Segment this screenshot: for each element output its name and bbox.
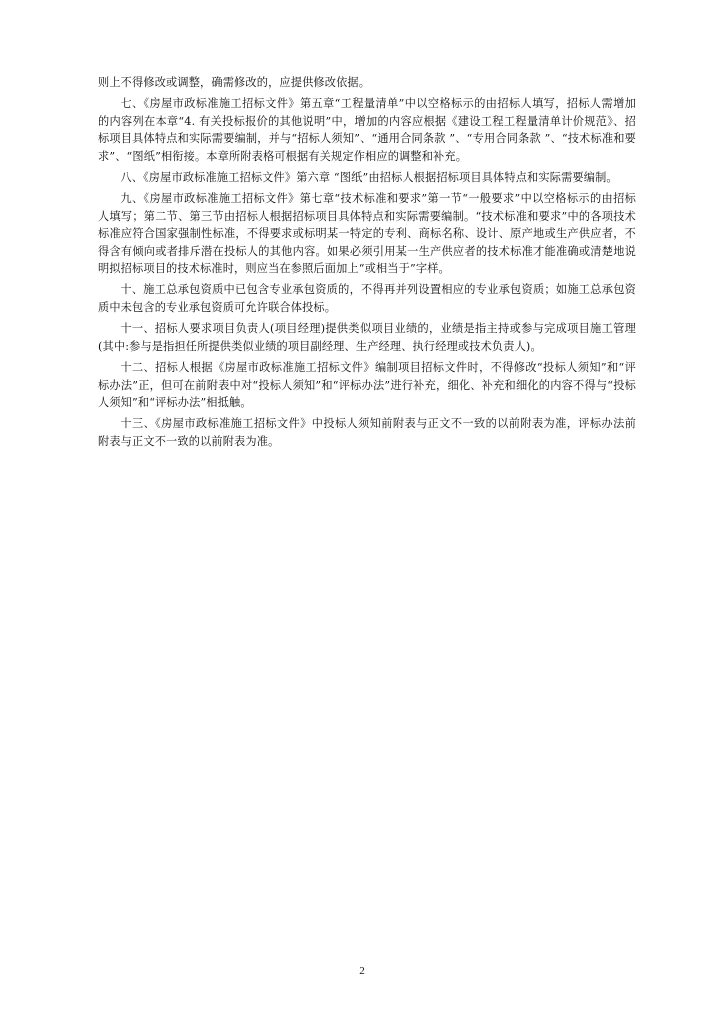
paragraph-continued: 则上不得修改或调整，确需修改的，应提供修改依据。 bbox=[98, 76, 371, 89]
paragraph-item-12: 十二、招标人根据《房屋市政标准施工招标文件》编制项目招标文件时，不得修改“投标人须知”和“评标办法”正，但可在前附表中对“投标人须知”和“评标办法”进行补充，细化、补充和细化的内容不得与“投标人须知”和“评标办法”相抵触。 bbox=[98, 361, 636, 409]
body-text bbox=[98, 74, 636, 454]
paragraph-item-8: 八、《房屋市政标准施工招标文件》第六章 “图纸”由招标人根据招标项目具体特点和实际需要编制。 bbox=[120, 171, 618, 185]
paragraph-item-13: 十三、《房屋市政标准施工招标文件》中投标人须知前附表与正文不一致的以前附表为准，评标办法前附表与正文不一致的以前附表为准。 bbox=[98, 417, 636, 448]
paragraph-item-7: 七、《房屋市政标准施工招标文件》第五章“工程量清单”中以空格标示的由招标人填写，招标人需增加的内容列在本章“4. 有关投标报价的其他说明”中，增加的内容应根据《建设工程工程量清单计价规范》、招标项目具体特点和实际需要编制，并与“招标人须知”、“通用合同条款 ”、“专用合同条款 ”、“技术标准和要求”、“图纸”相衔接。本章所附表格可根据有关规定作相应的调整和补充。 bbox=[98, 97, 636, 163]
paragraph-item-9: 九、《房屋市政标准施工招标文件》第七章“技术标准和要求”第一节“一般要求”中以空格标示的由招标人填写；第二节、第三节由招标人根据招标项目具体特点和实际需要编制。“技术标准和要求”中的各项技术标准应符合国家强制性标准，不得要求或标明某一特定的专利、商标名称、设计、原产地或生产供应者，不得含有倾向或者排斥潜在投标人的其他内容。如果必须引用某一生产供应者的技术标准才能准确或清楚地说明拟招标项目的技术标准时，则应当在参照后面加上“或相当于”字样。 bbox=[98, 192, 636, 276]
page-number: 2 bbox=[359, 965, 365, 977]
paragraph-item-11: 十一、招标人要求项目负责人(项目经理)提供类似项目业绩的，业绩是指主持或参与完成项目施工管理(其中:参与是指担任所提供类似业绩的项目副经理、生产经理、执行经理或技术负责人)。 bbox=[98, 322, 636, 353]
paragraph-item-10: 十、施工总承包资质中已包含专业承包资质的，不得再并列设置相应的专业承包资质；如施工总承包资质中未包含的专业承包资质可允许联合体投标。 bbox=[98, 283, 636, 314]
